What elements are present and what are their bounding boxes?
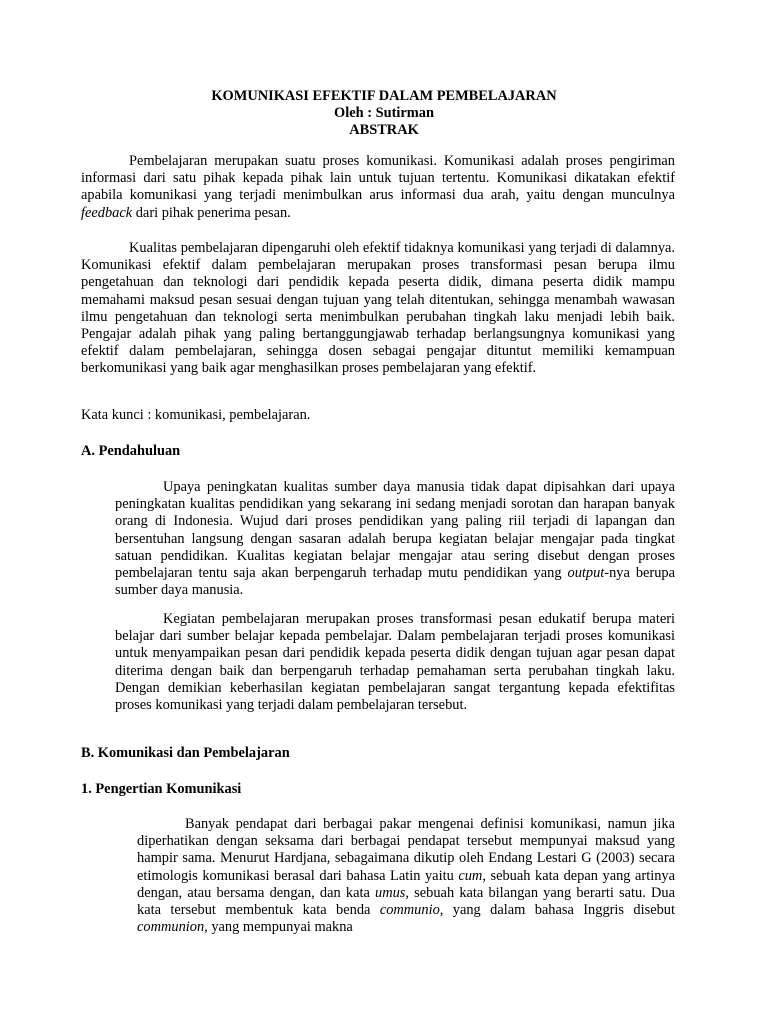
cum-term: cum: [458, 867, 483, 884]
document-title: KOMUNIKASI EFEKTIF DALAM PEMBELAJARAN: [211, 88, 557, 104]
author-line: Oleh : Sutirman: [334, 105, 434, 121]
section-b-heading: B. Komunikasi dan Pembelajaran: [81, 745, 290, 761]
section-a-paragraph-2: Kegiatan pembelajaran merupakan proses transformasi pesan edukatif berupa materi belajar dari sumber belajar kepada pembelajar. Dalam pembelajaran terjadi proses komunikasi untuk menyampaikan pesan dari pendidik kepada peserta didik dengan tujuan agar pesan dapat diterima dengan baik dan berpengaruh terhadap pemahaman serta perubahan tingkah laku. Dengan demikian keberhasilan kegiatan pembelajaran sangat tergantung kepada efektifitas proses komunikasi yang terjadi dalam pembelajaran tersebut.: [115, 611, 675, 714]
communio-term: communio: [379, 902, 440, 919]
abstract-paragraph-1: Pembelajaran merupakan suatu proses komunikasi. Komunikasi adalah proses pengiriman informasi dari satu pihak kepada pihak lain untuk tujuan tertentu. Komunikasi dikatakan efektif apabila komunikasi yang terjadi menimbulkan arus informasi dua arah, yaitu dengan munculnya feedback dari pihak penerima pesan.: [81, 153, 675, 221]
communion-term: communion: [137, 919, 205, 936]
abstract-paragraph-2: Kualitas pembelajaran dipengaruhi oleh efektif tidaknya komunikasi yang terjadi di dalamnya. Komunikasi efektif dalam pembelajaran merupakan proses transformasi pesan berupa ilmu pengetahuan dan teknologi dari pendidik kepada peserta didik, dimana peserta didik mampu memahami maksud pesan sesuai dengan tujuan yang telah ditentukan, sehingga menambah wawasan ilmu pengetahuan dan teknologi serta menimbulkan perubahan tingkah laku menjadi lebih baik. Pengajar adalah pihak yang paling bertanggungjawab terhadap berlangsungnya komunikasi yang efektif dalam pembelajaran, sehingga dosen sebagai pengajar dituntut memiliki kemampuan berkomunikasi yang baik agar menghasilkan proses pembelajaran yang efektif.: [81, 240, 675, 377]
keywords-line: Kata kunci : komunikasi, pembelajaran.: [81, 407, 311, 423]
section-a-paragraph-1: Upaya peningkatan kualitas sumber daya manusia tidak dapat dipisahkan dari upaya peningkatan kualitas pendidikan yang sekarang ini sedang menjadi sorotan dan harapan banyak orang di Indonesia. Wujud dari proses pendidikan yang paling riil terjadi di lapangan dan bersentuhan langsung dengan sasaran adalah berupa kegiatan belajar mengajar pada tingkat satuan pendidikan. Kualitas kegiatan belajar mengajar atau sering disebut dengan proses pembelajaran tentu saja akan berpengaruh terhadap mutu pendidikan yang output-nya berupa sumber daya manusia.: [115, 479, 675, 599]
umus-term: umus: [375, 884, 406, 901]
feedback-term: feedback: [81, 204, 133, 221]
output-term: output: [567, 565, 605, 582]
section-a-heading: A. Pendahuluan: [81, 443, 181, 459]
title-block: [0, 88, 768, 139]
subsection-1-heading: 1. Pengertian Komunikasi: [81, 781, 242, 797]
abstract-heading: ABSTRAK: [349, 122, 419, 138]
section-b-paragraph-1: Banyak pendapat dari berbagai pakar mengenai definisi komunikasi, namun jika diperhatikan dengan seksama dari berbagai pendapat tersebut mempunyai maksud yang hampir sama. Menurut Hardjana, sebagaimana dikutip oleh Endang Lestari G (2003) secara etimologis komunikasi berasal dari bahasa Latin yaitu cum, sebuah kata depan yang artinya dengan, atau bersama dengan, dan kata umus, sebuah kata bilangan yang berarti satu. Dua kata tersebut membentuk kata benda communio, yang dalam bahasa Inggris disebut communion, yang mempunyai makna: [137, 816, 676, 936]
